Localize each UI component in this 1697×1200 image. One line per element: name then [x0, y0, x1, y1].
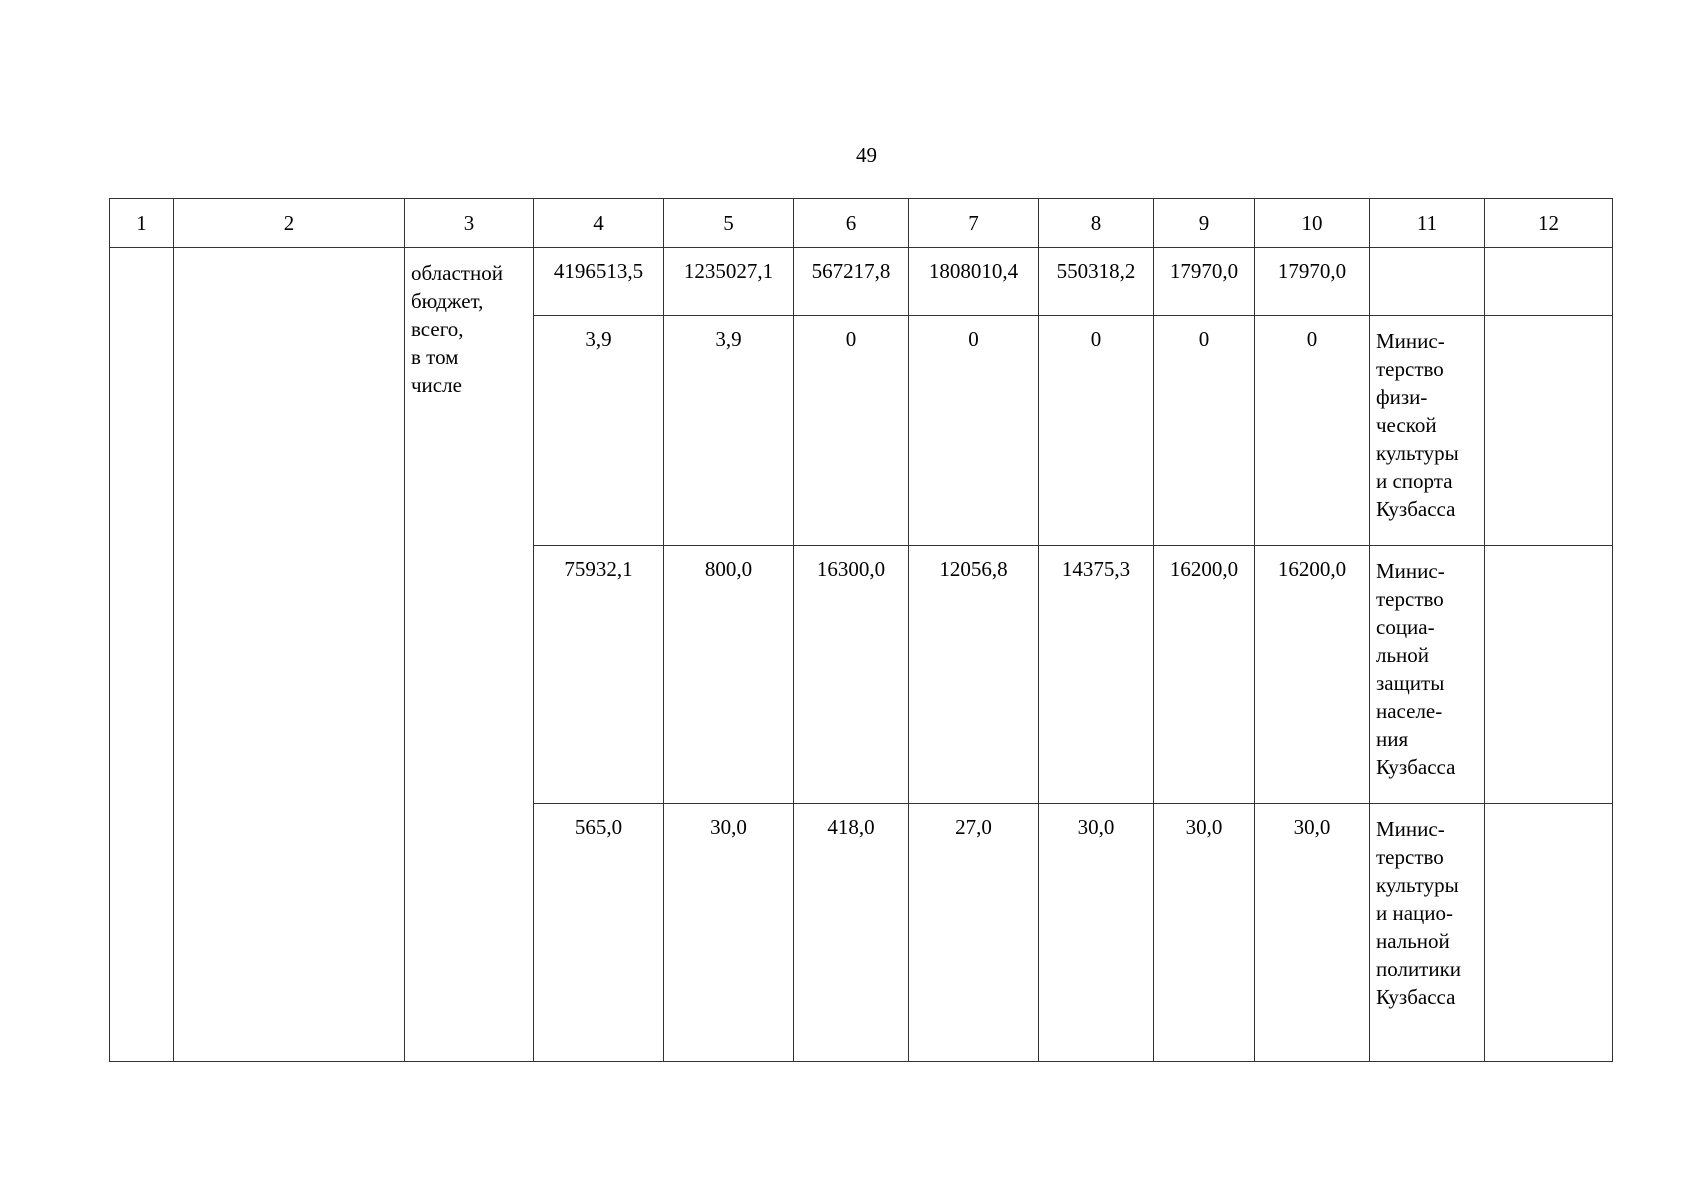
executor-cell: [1370, 248, 1485, 316]
budget-source-label: [405, 248, 534, 1062]
value-cell: 12056,8: [909, 546, 1039, 804]
executor-line: населе-: [1376, 699, 1443, 723]
value-cell: 16200,0: [1154, 546, 1255, 804]
value-cell: 0: [1154, 316, 1255, 546]
label-line: всего,: [411, 317, 464, 341]
budget-table: [109, 198, 1613, 1062]
value-cell: 16200,0: [1255, 546, 1370, 804]
value-cell: 30,0: [1039, 804, 1154, 1062]
executor-line: социа-: [1376, 615, 1435, 639]
column-header: 2: [174, 199, 405, 248]
value-cell: 0: [909, 316, 1039, 546]
label-line: бюджет,: [411, 289, 484, 313]
label-line: областной: [411, 261, 503, 285]
value-cell: 3,9: [664, 316, 794, 546]
column-header: 7: [909, 199, 1039, 248]
label-line: числе: [411, 373, 462, 397]
value-cell: 418,0: [794, 804, 909, 1062]
executor-line: политики: [1376, 957, 1462, 981]
column-header: 10: [1255, 199, 1370, 248]
value-cell: 27,0: [909, 804, 1039, 1062]
col12-cell: [1485, 546, 1613, 804]
col2-cell: [174, 248, 405, 1062]
executor-line: ния: [1376, 727, 1409, 751]
value-cell: 0: [1039, 316, 1154, 546]
value-cell: 0: [1255, 316, 1370, 546]
column-header: 5: [664, 199, 794, 248]
value-cell: 17970,0: [1255, 248, 1370, 316]
executor-line: терство: [1376, 357, 1444, 381]
label-line: в том: [411, 345, 459, 369]
executor-line: Минис-: [1376, 329, 1445, 353]
col1-cell: [110, 248, 174, 1062]
table-row: [110, 248, 1613, 316]
column-header: 8: [1039, 199, 1154, 248]
value-cell: 75932,1: [534, 546, 664, 804]
executor-line: нальной: [1376, 929, 1450, 953]
value-cell: 800,0: [664, 546, 794, 804]
executor-cell: [1370, 316, 1485, 546]
value-cell: 4196513,5: [534, 248, 664, 316]
executor-cell: [1370, 546, 1485, 804]
executor-line: Кузбасса: [1376, 755, 1456, 779]
value-cell: 550318,2: [1039, 248, 1154, 316]
value-cell: 3,9: [534, 316, 664, 546]
executor-line: льной: [1376, 643, 1430, 667]
header-row: [110, 199, 1613, 248]
column-header: 9: [1154, 199, 1255, 248]
value-cell: 1235027,1: [664, 248, 794, 316]
executor-line: Кузбасса: [1376, 985, 1456, 1009]
column-header: 6: [794, 199, 909, 248]
column-header: 12: [1485, 199, 1613, 248]
executor-line: Минис-: [1376, 559, 1445, 583]
value-cell: 30,0: [664, 804, 794, 1062]
value-cell: 567217,8: [794, 248, 909, 316]
value-cell: 565,0: [534, 804, 664, 1062]
value-cell: 30,0: [1255, 804, 1370, 1062]
column-header: 3: [405, 199, 534, 248]
column-header: 1: [110, 199, 174, 248]
value-cell: 1808010,4: [909, 248, 1039, 316]
value-cell: 16300,0: [794, 546, 909, 804]
column-header: 4: [534, 199, 664, 248]
executor-line: культуры: [1376, 441, 1459, 465]
value-cell: 30,0: [1154, 804, 1255, 1062]
executor-line: защиты: [1376, 671, 1445, 695]
executor-line: ческой: [1376, 413, 1437, 437]
executor-line: терство: [1376, 845, 1444, 869]
executor-cell: [1370, 804, 1485, 1062]
value-cell: 17970,0: [1154, 248, 1255, 316]
value-cell: 0: [794, 316, 909, 546]
executor-line: физи-: [1376, 385, 1428, 409]
executor-line: Кузбасса: [1376, 497, 1456, 521]
page-number: 49: [856, 143, 877, 167]
col12-cell: [1485, 248, 1613, 316]
executor-line: Минис-: [1376, 817, 1445, 841]
value-cell: 14375,3: [1039, 546, 1154, 804]
col12-cell: [1485, 316, 1613, 546]
executor-line: терство: [1376, 587, 1444, 611]
executor-line: и нацио-: [1376, 901, 1454, 925]
executor-line: культуры: [1376, 873, 1459, 897]
executor-line: и спорта: [1376, 469, 1453, 493]
col12-cell: [1485, 804, 1613, 1062]
column-header: 11: [1370, 199, 1485, 248]
